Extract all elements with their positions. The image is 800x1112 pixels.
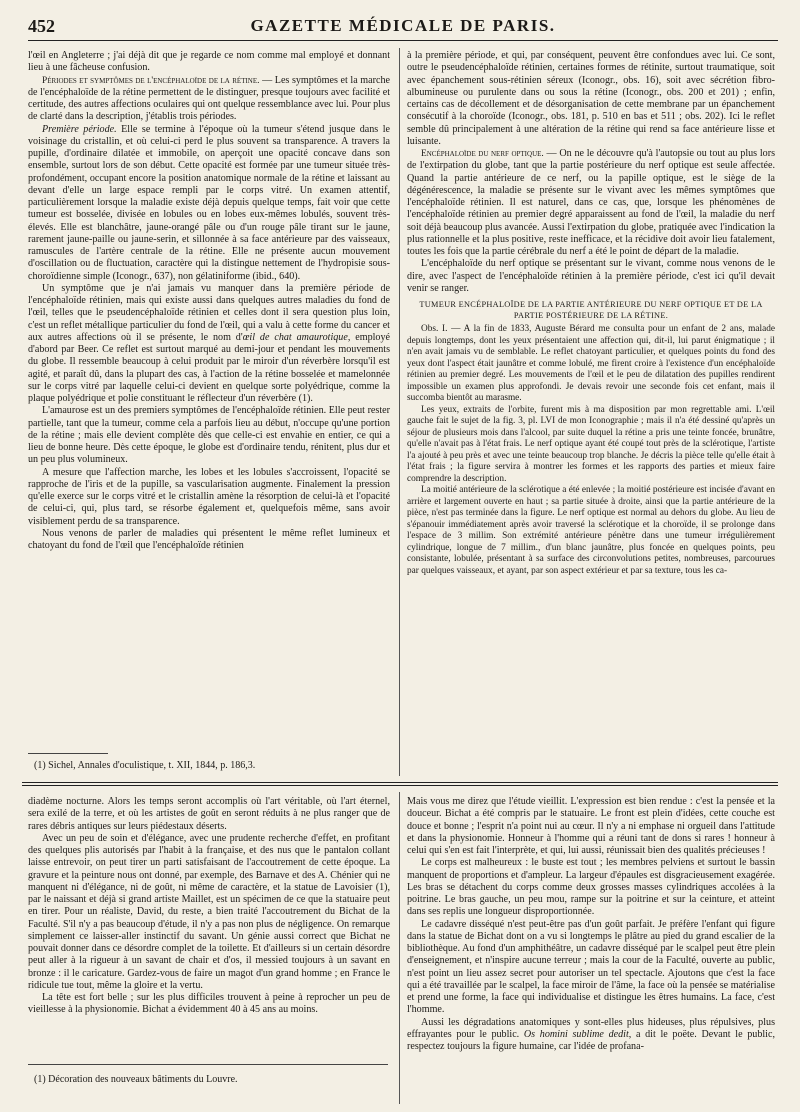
paragraph: Les yeux, extraits de l'orbite, furent mis à ma disposition par mon regrettable ami. L'œil gauche fait le sujet de la fig. 3, pl. LVI de mon Iconographie ; mais il n'a été dessiné qu'après un séjour de plusieurs mois dans l'alcool, par suite duquel la rétine a pris une teinte foncée, brunâtre, qu'elle n'avait pas à l'état frais. Le nerf optique ayant été coupé tout près de la sclérotique, l'artiste l'a ajouté à peu près et avec une teinte beaucoup trop blanche. Je décris la pièce telle qu'elle était à l'état frais ; la figure servira à montrer les formes et les rapports des parties et mieux faire comprendre la description. <box>407 404 775 484</box>
paragraph: Encéphaloïde du nerf optique. — On ne le découvre qu'à l'autopsie ou tout au plus lors de l'extirpation du globe, tant que la partie postérieure du nerf optique est seule affectée. Quand la partie antérieure de ce nerf, ou la papille optique, est le siège de la dégénérescence, la maladie se présente sur le vivant avec les mêmes symptômes que l'encéphaloïde rétinien. Il est naturel, dans ce cas, que, lorsque les phénomènes de l'encéphaloïde rétinien au premier degré apparaissent au fond de l'œil, la maladie du nerf soit déjà beaucoup plus avancée. Aussi l'extirpation du globe, pratiquée avec l'indication la plus rationnelle et la plus positive, reste inefficace, et la récidive doit avoir lieu fatalement, toutes les fois que la partie cérébrale du nerf a été le point de départ de la maladie. <box>407 148 775 257</box>
feuilleton-separator <box>22 782 778 783</box>
footnote: (1) Décoration des nouveaux bâtiments du Louvre. <box>34 1074 238 1085</box>
section-heading: Encéphaloïde du nerf optique. <box>421 149 544 159</box>
column-divider <box>399 48 400 776</box>
journal-title: GAZETTE MÉDICALE DE PARIS. <box>250 16 556 35</box>
bottom-left-column <box>28 796 390 1054</box>
footnote-rule <box>28 1064 388 1065</box>
subsection-heading: Première période. <box>42 123 117 135</box>
feuilleton-separator-2 <box>22 785 778 786</box>
paragraph: L'encéphaloïde du nerf optique se présentant sur le vivant, comme nous venons de le dire, avec l'aspect de l'encéphaloïde rétinien à la première période, c'est ici qu'il devait venir se ranger. <box>407 258 775 294</box>
paragraph: à la première période, et qui, par conséquent, peuvent être confondues avec lui. Ce sont, outre le pseudencéphaloïde rétinien, certaines formes de rétinite, surtout traumatique, soit avec épanchement sous-rétinien séreux (Iconogr., obs. 16), soit avec sécrétion fibro-albumineuse ou purulente dans ou sous la rétine (Iconogr., obs. 200 et 201) ; enfin, certains cas de décollement et de désorganisation de cette membrane par un épanchement consécutif à la choroïde (Iconogr., obs. 181, p. 510 en bas et 511 ; obs. 202). Ici le reflet semble dû principalement à une altération de la rétine qui rend sa face antérieure lisse et luisante. <box>407 50 775 147</box>
page-number: 452 <box>28 16 55 36</box>
bottom-right-column <box>407 796 775 1106</box>
paragraph: A mesure que l'affection marche, les lobes et les lobules s'accroissent, l'opacité se rapproche de l'iris et de la pupille, sa vascularisation augmente. Finalement la pression qu'elle exerce sur le corps vitré et le cristallin amène la résorption de celui-là et l'opacité de celui-ci, qui, plus tard, se résorbe également et, quelquefois même, sans avoir visiblement perdu de sa transparence. <box>28 466 390 527</box>
paragraph: Mais vous me direz que l'étude vieillit. L'expression est bien rendue : c'est la pensée et la douceur. Bichat a été compris par le statuaire. Le front est plein d'idées, cette couche est douce et bonne ; l'esprit n'a point nui au cœur. Il n'y a ni emphase ni orgueil dans l'attitude et dans la physionomie. Honneur à l'homme qui a réuni tant de dons si rares ! honneur à celui qui s'en est fait l'interprète, et qui, lui aussi, réunissait bien des qualités précieuses ! <box>407 796 775 856</box>
paragraph: Un symptôme que je n'ai jamais vu manquer dans la première période de l'encéphaloïde rétinien, mais qui existe aussi dans quelques autres maladies du fond de l'œil, telles que le pseudencéphaloïde rétinien et celles dont il sera question plus loin, c'est un reflet métallique particulier du fond de l'œil, qui a valu à cette forme du cancer et aux autres affections où il se présente, le nom d'œil de chat amaurotique, employé d'abord par Beer. Ce reflet est surtout marqué au demi-jour et pendant les mouvements du globe. Il ressemble beaucoup à celui produit par le miroir d'un réverbère lorsqu'il est agité, et paraît dû, dans la plupart des cas, à l'action de la rétine bosselée et mamelonnée sur le corps vitré par laquelle celui-ci devient en quelque sorte polyédrique, comme la plaque polyédrique et polie constituant le réflecteur d'un réverbère (1). <box>28 282 390 404</box>
paragraph: Aussi les dégradations anatomiques y sont-elles plus hideuses, plus répulsives, plus effrayantes pour le public. Os homini sublime dedit, a dit le poëte. Devant le public, respectez toujours la figure humaine, car l'idée de profana- <box>407 1016 775 1052</box>
paragraph: L'amaurose est un des premiers symptômes de l'encéphaloïde rétinien. Elle peut rester partielle, tant que la tumeur, comme cela a parfois lieu au début, n'occupe qu'une portion de la rétine ; mais elle devient complète dès que celle-ci est envahie en entier, ce qui a lieu de bonne heure. Dès cette époque, le globe est d'ordinaire tendu, rénitent, plus dur et un peu plus volumineux. <box>28 405 390 466</box>
paragraph: La tête est fort belle ; sur les plus difficiles trouvent à peine à reprocher un peu de vieillesse à la physionomie. Bichat a évidemment 40 à 45 ans au moins. <box>28 992 390 1016</box>
footnote-rule <box>28 753 108 754</box>
column-divider <box>399 792 400 1104</box>
paragraph: Nous venons de parler de maladies qui présentent le même reflet lumineux et chatoyant du fond de l'œil que l'encéphaloïde rétinien <box>28 527 390 551</box>
paragraph: Périodes et symptômes de l'encéphaloïde de la rétine. — Les symptômes et la marche de l'encéphaloïde de la rétine permettent de le distinguer, presque toujours avec facilité et certitude, des autres affections oculaires qui ont quelque ressemblance avec lui. Pour plus de clarté dans la description, j'établis trois périodes. <box>28 74 390 123</box>
paragraph: Première période. Elle se termine à l'époque où la tumeur s'étend jusque dans le voisinage du cristallin, et où celui-ci perd le plus souvent sa transparence. A travers la pupille, d'ordinaire dilatée et immobile, on aperçoit une opacité concave dans son ensemble, surtout lors de son début. Cette opacité est formée par une tumeur située très-profondément, occupant encore la position anatomique normale de la rétine et laissant au devant d'elle un large espace rempli par le corps vitré. Un examen attentif, particulièrement lorsque la maladie existe déjà depuis quelque temps, fait voir que cette tumeur est bosselée, divisée en lobules ou en lobes eux-mêmes lobulés, souvent très-élevés. Elle est blanchâtre, jaune-orangé pâle ou d'un rouge pâle tirant sur le jaune, rarement jaune-paille ou jaune-serin, et sillonnée à sa face antérieure par des vaisseaux, ramuscules de l'artère centrale de la rétine. Elle ne présente aucun mouvement d'oscillation ou de fluctuation, caractère qui la distingue nettement de l'hydropisie sous-choroïdienne simple (Iconogr., 637), non gélatiniforme (ibid., 640). <box>28 123 390 282</box>
paragraph: Le corps est malheureux : le buste est tout ; les membres pelviens et surtout le bassin manquent de proportions et d'ampleur. La largeur d'épaules est disgracieusement exagérée. Les bras se détachent du corps comme deux grosses masses cylindriques accolées à la poitrine. Le bras gauche, un peu mou, rampe sur la poitrine et sur la ceinture, et atteint dans ses replis une longueur disproportionnée. <box>407 857 775 918</box>
top-left-column <box>28 50 390 700</box>
paragraph: diadème nocturne. Alors les temps seront accomplis où l'art véritable, où l'art éternel, sera exilé de la terre, et où les artistes de goût en seront réduits à ne plus ranger que de rares débris antiques sur leurs piédestaux déserts. <box>28 796 390 832</box>
section-heading: Périodes et symptômes de l'encéphaloïde de la rétine. <box>42 75 260 86</box>
paragraph: Avec un peu de soin et d'élégance, avec une prudente recherche d'effet, en profitant des quelques plis autorisés par l'habit à la française, et des nus que le pantalon collant laisse entrevoir, on peut tirer un parti satisfaisant de l'accoutrement de cette époque. La gravure et la peinture nous ont donné, par exemple, des Barnave et des A. Chénier qui ne manquent ni d'élégance, ni de goût, ni même de caractère, et la statue de Lavoisier (1), par le naissant et déjà si grand artiste Maillet, est un spécimen de ce que la statuaire peut en tirer. Pour un réaliste, David, du reste, a bien traité l'accoutrement du Bichat de la Faculté. S'il n'y a pas beaucoup d'étude, il n'y a pas non plus de négligence. On remarque simplement ce laisser-aller instinctif du savant. Un génie aussi correct que Bichat ne pouvait donner dans ce désordre complet de la toilette. Et d'ailleurs si un certain désordre peut aller à la rigueur à un savant de chair et d'os, il messied toujours à un savant en bronze : il le caricature. Gardez-vous de faire un magot d'un grand homme ; en France le ridicule tue tout, même la gloire et la vertu. <box>28 832 390 991</box>
page-header <box>28 16 778 41</box>
paragraph: Obs. I. — A la fin de 1833, Auguste Bérard me consulta pour un enfant de 2 ans, malade depuis longtemps, dont les yeux présentaient une affection qui, dit-il, lui parut énigmatique ; il n'en avait jamais vu de semblable. Le reflet chatoyant particulier, et quelques points du fond des yeux dont l'aspect était jaunâtre et comme lobulé, me firent croire à l'existence d'un encéphaloïde rétinien au premier degré. Les mouvements de l'œil et le peu de dilatation des pupilles rendirent impossible un examen plus approfondi. Je devais revoir une seconde fois cet enfant, mais il succomba bientôt au marasme. <box>407 324 775 403</box>
footnote: (1) Sichel, Annales d'oculistique, t. XII, 1844, p. 186,3. <box>34 760 256 771</box>
paragraph: l'œil en Angleterre ; j'ai déjà dit que je regarde ce nom comme mal employé et donnant lieu à une fâcheuse confusion. <box>28 50 390 74</box>
paragraph: Le cadavre disséqué n'est peut-être pas d'un goût parfait. Je préfère l'enfant qui figure dans la statue de Bichat dont on a vu si longtemps le plâtre au pied du grand escalier de la bibliothèque. Au fond d'un amphithéâtre, un cadavre disséqué par le scalpel peut être plein d'enseignement, et n'inspire aucune terreur ; mais la cour de la Faculté, ouverte au public, n'est point un lieu assez secret pour autoriser un tel spectacle. Ajoutons que c'est la face qui a été travaillée par le scalpel, la face miroir de l'âme, la face où la pensée se matérialise et prend une forme, la face qui individualise et distingue les êtres humains. La face, c'est l'homme. <box>407 918 775 1016</box>
top-right-column <box>407 50 775 778</box>
paragraph: La moitié antérieure de la sclérotique a été enlevée ; la moitié postérieure est incisée d'avant en arrière et largement ouverte en haut ; sa partie située à droite, ainsi que la partie antérieure de la pièce, n'est pas terminée dans la figure. Le nerf optique est normal au dehors du globe. Au lieu de s'épanouir immédiatement après avoir traversé la sclérotique et la choroïde, il se prolonge dans l'espace de 3 millim. Son extrémité antérieure pénètre dans une tumeur irrégulièrement cylindrique, longue de 7 millim., d'un blanc jaunâtre, plus foncée en quelques points, peu consistante, lobulée, présentant à sa surface des circonvolutions petites, nombreuses, parcourues par quelques vaisseaux, et ayant, par son aspect extérieur et par sa texture, tous les ca- <box>407 485 775 576</box>
observation-heading: TUMEUR ENCÉPHALOÏDE DE LA PARTIE ANTÉRIEURE DU NERF OPTIQUE ET DE LA PARTIE POSTÉRIEURE DE LA RÉTINE. <box>419 300 763 320</box>
